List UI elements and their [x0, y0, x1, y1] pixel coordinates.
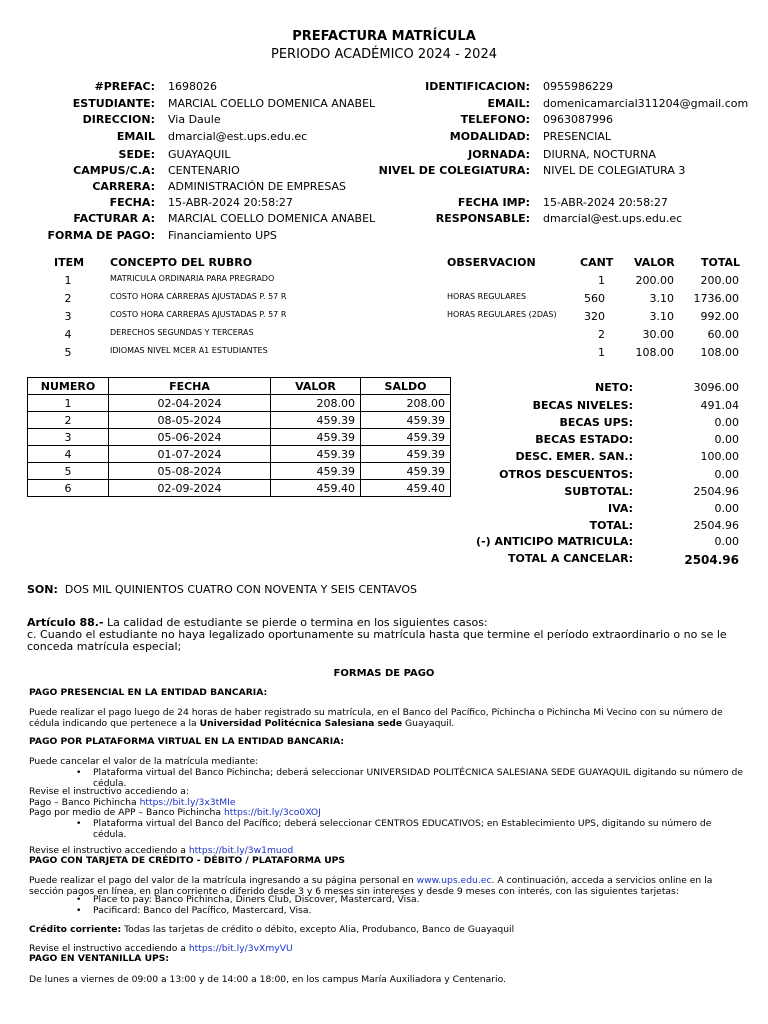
item-observacion: HORAS REGULARES	[447, 292, 527, 301]
bullet-icon: •	[76, 767, 82, 778]
summary-value: 0.00	[714, 535, 739, 548]
info-value: CENTENARIO	[168, 164, 240, 177]
info-label: NIVEL DE COLEGIATURA:	[378, 164, 530, 177]
pay-saldo: 208.00	[361, 395, 451, 412]
presencial-text-main: Puede realizar el pago luego de 24 horas de haber registrado su matrícula, en el Banco del Pacífico, Pichincha o Pichincha Mi Vecino con su número de cédula indicando que pertenece a la	[29, 707, 723, 729]
info-value: dmarcial@est.ups.edu.ec	[168, 130, 308, 143]
payment-row	[28, 480, 451, 497]
tarjeta-text-1: Puede realizar el pago del valor de la matrícula ingresando a su página personal en	[29, 875, 414, 886]
ventanilla-text: De lunes a viernes de 09:00 a 13:00 y de 14:00 a 18:00, en los campus María Auxiliadora y Centenario.	[29, 974, 506, 985]
info-value: 15-ABR-2024 20:58:27	[543, 196, 668, 209]
item-total: 108.00	[700, 346, 739, 359]
pay-saldo: 459.39	[361, 412, 451, 429]
summary-value: 100.00	[700, 450, 739, 463]
item-total: 992.00	[700, 310, 739, 323]
credito-label: Crédito corriente:	[29, 924, 122, 935]
summary-label: TOTAL A CANCELAR:	[508, 552, 633, 565]
pay-saldo: 459.39	[361, 463, 451, 480]
pay-saldo: 459.39	[361, 429, 451, 446]
summary-value: 491.04	[700, 399, 739, 412]
info-value: 0955986229	[543, 80, 613, 93]
item-valor: 200.00	[635, 274, 674, 287]
article-body: c. Cuando el estudiante no haya legalizado oportunamente su matrícula hasta que termine el período extraordinario o no se le conceda matrícula especial;	[27, 628, 727, 653]
info-value: GUAYAQUIL	[168, 148, 231, 161]
item-number: 1	[64, 274, 72, 287]
summary-value: 3096.00	[693, 381, 739, 394]
pay-valor: 459.39	[271, 429, 361, 446]
virtual-bullet-1: Plataforma virtual del Banco Pichincha; deberá seleccionar UNIVERSIDAD POLITÉCNICA SALESIANA SEDE GUAYAQUIL digitando su número de cédula.	[93, 767, 743, 789]
item-cant: 1	[598, 274, 605, 287]
pay-valor: 459.39	[271, 446, 361, 463]
pay-saldo: 459.40	[361, 480, 451, 497]
item-valor: 3.10	[649, 292, 674, 305]
summary-value: 2504.96	[693, 485, 739, 498]
info-label: MODALIDAD:	[449, 130, 530, 143]
tarjeta-title: PAGO CON TARJETA DE CRÉDITO - DÉBITO / PLATAFORMA UPS	[29, 855, 346, 866]
info-label: FORMA DE PAGO:	[47, 229, 155, 242]
items-header-cant: CANT	[580, 256, 614, 269]
payment-row	[28, 429, 451, 446]
items-header-total: TOTAL	[701, 256, 741, 269]
pay-valor: 459.39	[271, 412, 361, 429]
info-label: #PREFAC:	[94, 80, 155, 93]
summary-label: SUBTOTAL:	[564, 485, 633, 498]
pay-numero: 1	[28, 395, 109, 412]
pay-header-valor: VALOR	[271, 378, 361, 395]
item-valor: 108.00	[635, 346, 674, 359]
info-value: PRESENCIAL	[543, 130, 611, 143]
ventanilla-title: PAGO EN VENTANILLA UPS:	[29, 953, 170, 964]
item-number: 4	[64, 328, 72, 341]
pago-app-line	[29, 807, 321, 818]
info-label: DIRECCION:	[82, 113, 155, 126]
info-label: CAMPUS/C.A:	[73, 164, 155, 177]
info-value: Via Daule	[168, 113, 221, 126]
pay-fecha: 05-08-2024	[109, 463, 271, 480]
summary-value: 0.00	[714, 502, 739, 515]
info-label: RESPONSABLE:	[435, 212, 530, 225]
info-value: ADMINISTRACIÓN DE EMPRESAS	[168, 180, 347, 193]
item-cant: 320	[584, 310, 605, 323]
summary-label: DESC. EMER. SAN.:	[515, 450, 633, 463]
article-intro: La calidad de estudiante se pierde o termina en los siguientes casos:	[107, 616, 488, 629]
info-value: MARCIAL COELLO DOMENICA ANABEL	[168, 97, 376, 110]
info-label: IDENTIFICACION:	[425, 80, 530, 93]
payment-row	[28, 463, 451, 480]
info-value: dmarcial@est.ups.edu.ec	[543, 212, 683, 225]
page-subtitle: PERIODO ACADÉMICO 2024 - 2024	[270, 47, 497, 62]
virtual-bullet-2: Plataforma virtual del Banco del Pacífico; deberá seleccionar CENTROS EDUCATIVOS; en Establecimiento UPS, digitando su número de cédula.	[93, 818, 712, 840]
summary-label: OTROS DESCUENTOS:	[499, 468, 633, 481]
info-label: EMAIL:	[487, 97, 530, 110]
virtual-title: PAGO POR PLATAFORMA VIRTUAL EN LA ENTIDAD BANCARIA:	[29, 736, 345, 747]
link-tarjeta[interactable]: https://bit.ly/3vXmyVU	[188, 943, 293, 954]
item-concepto: MATRICULA ORDINARIA PARA PREGRADO	[110, 274, 275, 283]
item-cant: 1	[598, 346, 605, 359]
pay-header-saldo: SALDO	[361, 378, 451, 395]
pago-app-label: Pago por medio de APP – Banco Pichincha	[29, 807, 222, 818]
pay-valor: 208.00	[271, 395, 361, 412]
info-label: FECHA IMP:	[457, 196, 530, 209]
summary-label: (-) ANTICIPO MATRICULA:	[476, 535, 633, 548]
item-concepto: DERECHOS SEGUNDAS Y TERCERAS	[110, 328, 254, 337]
pay-fecha: 02-09-2024	[109, 480, 271, 497]
item-cant: 2	[598, 328, 605, 341]
page-title: PREFACTURA MATRÍCULA	[292, 29, 476, 44]
tarjeta-bullet-1: Place to pay: Banco Pichincha, Diners Club, Discover, Mastercard, Visa.	[93, 894, 420, 905]
pay-header-fecha: FECHA	[109, 378, 271, 395]
summary-label: NETO:	[595, 381, 633, 394]
summary-label: BECAS UPS:	[559, 416, 633, 429]
link-pago-app[interactable]: https://bit.ly/3co0XOJ	[223, 807, 321, 818]
tarjeta-text-2: . A continuación, acceda a servicios online en la sección pagos en línea, en plan corriente o diferido desde 3 y 6 meses sin intereses y desde 9 meses con interés, con las siguientes tarjetas:	[29, 875, 713, 897]
pay-saldo: 459.39	[361, 446, 451, 463]
payment-row	[28, 395, 451, 412]
pay-numero: 5	[28, 463, 109, 480]
info-value: 1698026	[168, 80, 217, 93]
presencial-title: PAGO PRESENCIAL EN LA ENTIDAD BANCARIA:	[29, 687, 268, 698]
summary-label: IVA:	[608, 502, 633, 515]
info-label: TELEFONO:	[460, 113, 530, 126]
bullet-icon: •	[76, 818, 82, 829]
info-label: SEDE:	[118, 148, 155, 161]
presencial-text-end: Guayaquil.	[405, 718, 455, 729]
item-observacion: HORAS REGULARES (2DAS)	[447, 310, 557, 319]
bullet-icon: •	[76, 894, 82, 905]
pago-banco-label: Pago – Banco Pichincha	[29, 797, 137, 808]
pay-header-numero: NUMERO	[28, 378, 109, 395]
item-number: 3	[64, 310, 72, 323]
info-value: DIURNA, NOCTURNA	[543, 148, 656, 161]
instructivo3-label: Revise el instructivo accediendo a	[29, 943, 186, 954]
info-label: EMAIL	[116, 130, 155, 143]
son-value: DOS MIL QUINIENTOS CUATRO CON NOVENTA Y SEIS CENTAVOS	[64, 583, 417, 596]
item-concepto: IDIOMAS NIVEL MCER A1 ESTUDIANTES	[110, 346, 268, 355]
article-88	[27, 617, 742, 653]
item-valor: 30.00	[642, 328, 674, 341]
pay-fecha: 02-04-2024	[109, 395, 271, 412]
pay-fecha: 05-06-2024	[109, 429, 271, 446]
bullet-icon: •	[76, 905, 82, 916]
pay-fecha: 08-05-2024	[109, 412, 271, 429]
credito-line	[29, 924, 514, 935]
summary-value: 0.00	[714, 433, 739, 446]
article-title: Artículo 88.-	[27, 616, 104, 629]
info-label: ESTUDIANTE:	[72, 97, 155, 110]
item-total: 1736.00	[693, 292, 739, 305]
item-cant: 560	[584, 292, 605, 305]
pay-numero: 6	[28, 480, 109, 497]
credito-text: Todas las tarjetas de crédito o débito, excepto Alia, Produbanco, Banco de Guayaquil	[124, 924, 515, 935]
summary-label: TOTAL:	[589, 519, 633, 532]
summary-value: 0.00	[714, 416, 739, 429]
link-ups[interactable]: www.ups.edu.ec	[416, 875, 492, 886]
pay-numero: 2	[28, 412, 109, 429]
info-label: CARRERA:	[92, 180, 155, 193]
formas-pago-title: FORMAS DE PAGO	[333, 668, 435, 679]
info-value: NIVEL DE COLEGIATURA 3	[543, 164, 686, 177]
summary-value: 0.00	[714, 468, 739, 481]
pay-valor: 459.39	[271, 463, 361, 480]
summary-label: BECAS ESTADO:	[535, 433, 633, 446]
info-label: JORNADA:	[468, 148, 530, 161]
info-value: MARCIAL COELLO DOMENICA ANABEL	[168, 212, 376, 225]
payment-schedule-table	[27, 377, 451, 497]
item-total: 200.00	[700, 274, 739, 287]
amount-in-words	[27, 583, 417, 596]
link-pago-banco[interactable]: https://bit.ly/3x3tMIe	[139, 797, 236, 808]
link-pacifico[interactable]: https://bit.ly/3w1muod	[188, 845, 294, 856]
item-valor: 3.10	[649, 310, 674, 323]
items-header-valor: VALOR	[634, 256, 675, 269]
info-value: domenicamarcial311204@gmail.com	[543, 97, 749, 110]
summary-value: 2504.96	[693, 519, 739, 532]
info-label: FECHA:	[109, 196, 155, 209]
instructivo-text: Revise el instructivo accediendo a:	[29, 786, 189, 797]
summary-label: BECAS NIVELES:	[532, 399, 633, 412]
info-value: 15-ABR-2024 20:58:27	[168, 196, 293, 209]
items-header-concepto: CONCEPTO DEL RUBRO	[110, 256, 253, 269]
item-number: 2	[64, 292, 72, 305]
pay-fecha: 01-07-2024	[109, 446, 271, 463]
total-a-cancelar-value: 2504.96	[684, 553, 739, 567]
pay-numero: 4	[28, 446, 109, 463]
info-value: 0963087996	[543, 113, 613, 126]
items-header-observacion: OBSERVACION	[447, 256, 536, 269]
payment-row	[28, 412, 451, 429]
info-label: FACTURAR A:	[73, 212, 155, 225]
instructivo2-label: Revise el instructivo accediendo a	[29, 845, 186, 856]
item-concepto: COSTO HORA CARRERAS AJUSTADAS P. 57 R	[110, 292, 287, 301]
tarjeta-bullet-2: Pacificard: Banco del Pacífico, Mastercard, Visa.	[93, 905, 312, 916]
presencial-text	[29, 707, 744, 729]
pay-numero: 3	[28, 429, 109, 446]
pay-valor: 459.40	[271, 480, 361, 497]
item-number: 5	[64, 346, 72, 359]
virtual-intro: Puede cancelar el valor de la matrícula mediante:	[29, 756, 259, 767]
info-value: Financiamiento UPS	[168, 229, 277, 242]
son-label: SON:	[27, 583, 58, 596]
presencial-text-bold: Universidad Politécnica Salesiana sede	[199, 718, 403, 729]
payment-row	[28, 446, 451, 463]
item-total: 60.00	[707, 328, 739, 341]
items-header-item: ITEM	[54, 256, 85, 269]
item-concepto: COSTO HORA CARRERAS AJUSTADAS P. 57 R	[110, 310, 287, 319]
